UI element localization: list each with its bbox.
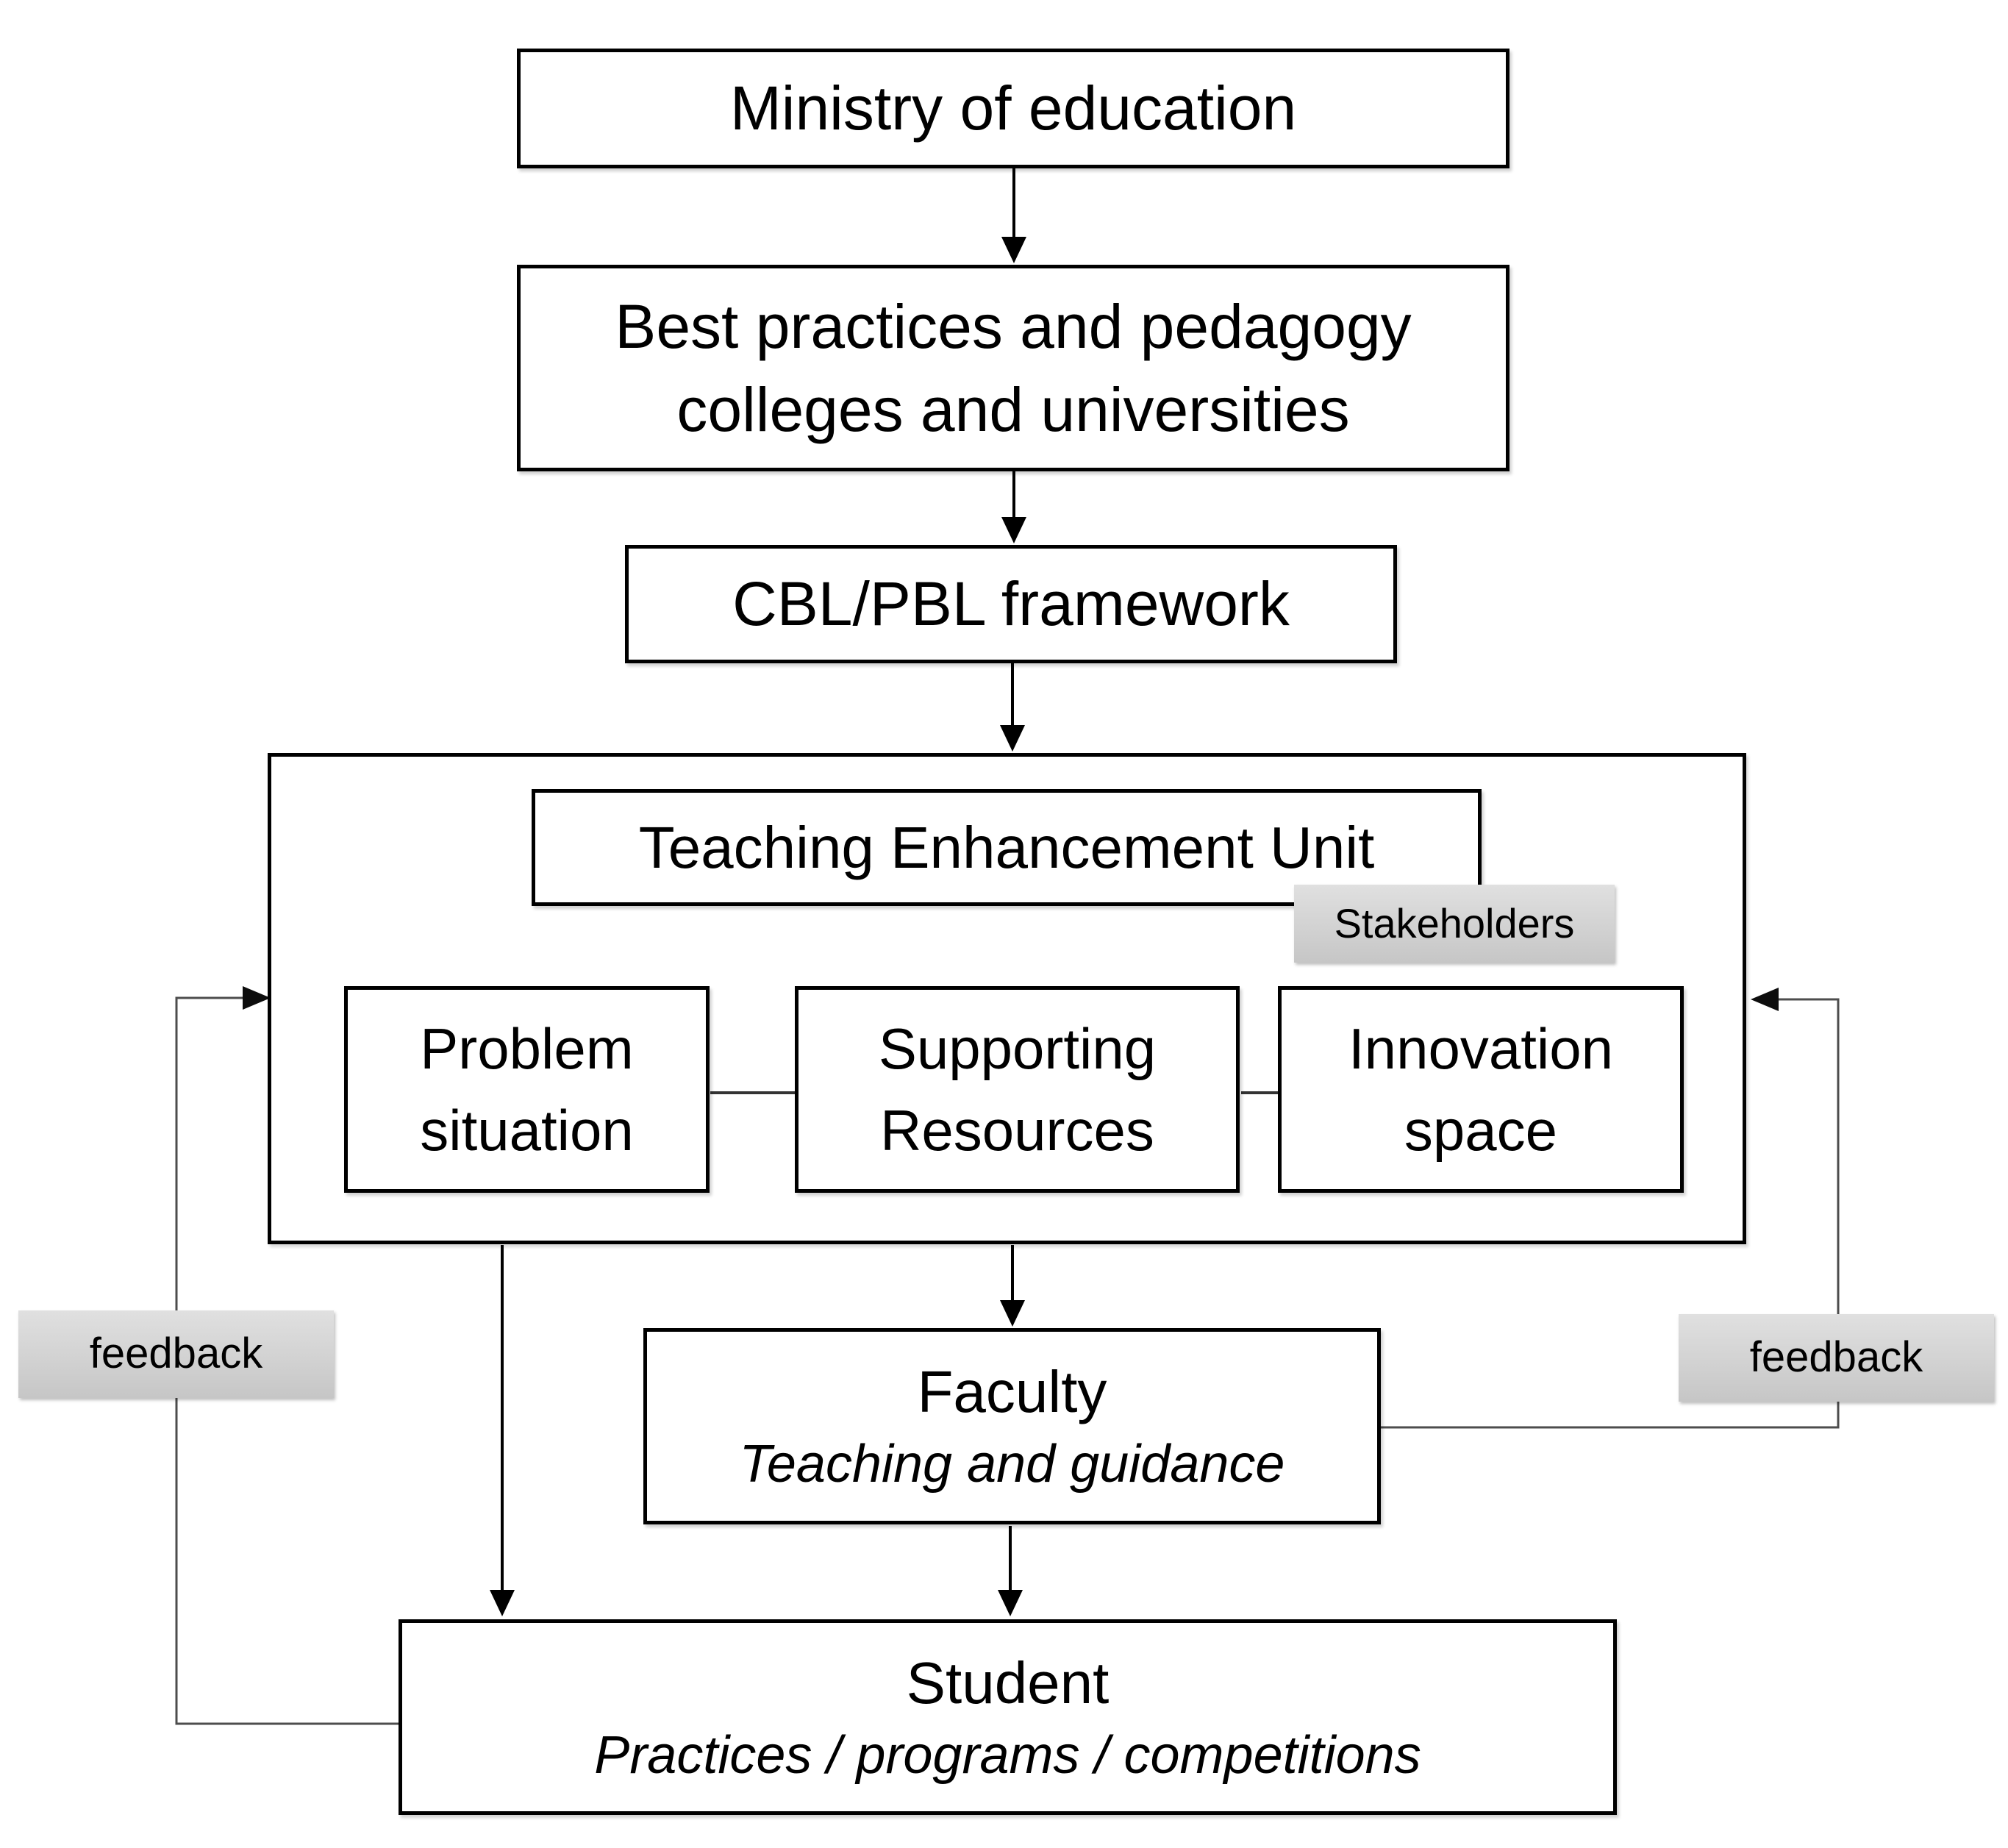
node-student xyxy=(399,1619,1617,1815)
feedback-label-right-text: feedback xyxy=(1749,1333,1923,1382)
arrow-cbl-to-container-head xyxy=(1000,725,1025,752)
feedback-label-left xyxy=(18,1310,334,1398)
arrow-faculty-to-student-head xyxy=(998,1590,1023,1616)
node-best-practices-line2: colleges and universities xyxy=(676,374,1350,444)
feedback-label-right xyxy=(1679,1314,1994,1402)
feedback-loop-left-head xyxy=(243,986,271,1010)
arrow-best-to-cbl-head xyxy=(1001,517,1026,543)
node-best-practices-line1: Best practices and pedagogy xyxy=(615,291,1412,361)
arrow-ministry-to-best-head xyxy=(1001,237,1026,263)
node-student-subtitle: Practices / programs / competitions xyxy=(594,1725,1421,1785)
node-supporting-line2: Resources xyxy=(880,1097,1154,1163)
node-supporting-line1: Supporting xyxy=(878,1016,1157,1081)
feedback-loop-right-head xyxy=(1751,988,1779,1011)
node-teu-label: Teaching Enhancement Unit xyxy=(638,814,1375,880)
node-cbl-pbl-label: CBL/PBL framework xyxy=(732,569,1290,638)
arrow-problem-to-student-head xyxy=(490,1590,515,1616)
node-supporting-resources xyxy=(795,986,1240,1193)
node-innovation-space xyxy=(1278,986,1684,1193)
stakeholders-label xyxy=(1294,885,1615,963)
node-ministry-of-education xyxy=(517,49,1509,168)
node-faculty-title: Faculty xyxy=(917,1359,1107,1425)
node-faculty-subtitle: Teaching and guidance xyxy=(739,1435,1285,1494)
node-problem-line2: situation xyxy=(420,1097,634,1163)
node-best-practices xyxy=(517,265,1509,471)
stakeholders-label-text: Stakeholders xyxy=(1334,900,1575,946)
node-cbl-pbl-framework xyxy=(625,545,1397,663)
node-faculty xyxy=(643,1328,1381,1524)
node-student-title: Student xyxy=(906,1649,1110,1716)
node-problem-situation xyxy=(344,986,710,1193)
node-problem-line1: Problem xyxy=(420,1016,634,1081)
feedback-label-left-text: feedback xyxy=(89,1330,263,1378)
node-innovation-line2: space xyxy=(1404,1097,1558,1163)
node-innovation-line1: Innovation xyxy=(1348,1016,1613,1081)
arrow-container-to-faculty-head xyxy=(1000,1300,1025,1327)
node-ministry-label: Ministry of education xyxy=(729,74,1297,143)
